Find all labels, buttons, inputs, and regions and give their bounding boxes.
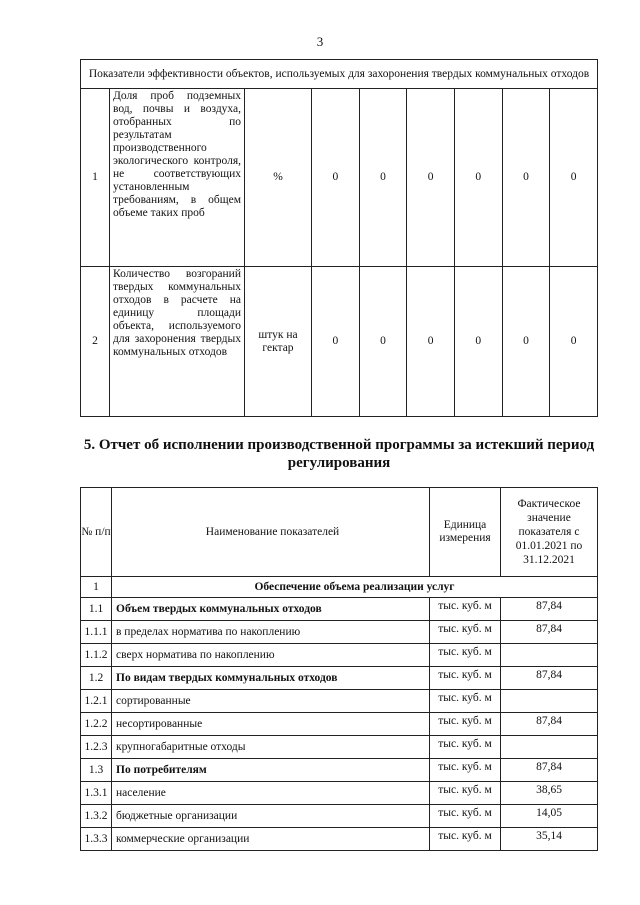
indicator-value: 0	[550, 89, 598, 267]
indicator-name: бюджетные организации	[112, 805, 430, 828]
table-row	[81, 621, 598, 644]
indicator-unit: тыс. куб. м	[430, 805, 501, 828]
indicator-name: сортированные	[112, 690, 430, 713]
indicator-unit: тыс. куб. м	[430, 690, 501, 713]
indicator-value	[501, 736, 598, 759]
indicator-unit: тыс. куб. м	[430, 644, 501, 667]
indicator-value: 0	[359, 267, 407, 417]
table-row	[81, 782, 598, 805]
section-heading: 5. Отчет об исполнении производственной программы за истекший период регулирования	[83, 437, 595, 471]
indicator-name: По потребителям	[112, 759, 430, 782]
row-number: 1.2.3	[81, 736, 112, 759]
indicator-name: коммерческие организации	[112, 828, 430, 851]
indicator-value: 38,65	[501, 782, 598, 805]
indicator-value: 0	[407, 267, 455, 417]
indicator-unit: тыс. куб. м	[430, 667, 501, 690]
indicator-value: 0	[407, 89, 455, 267]
indicator-value	[501, 644, 598, 667]
indicator-value: 87,84	[501, 667, 598, 690]
indicator-unit: тыс. куб. м	[430, 713, 501, 736]
page-number: 3	[316, 34, 324, 49]
row-number: 1.3.1	[81, 782, 112, 805]
indicator-name: население	[112, 782, 430, 805]
section-row	[81, 577, 598, 598]
table-row	[81, 736, 598, 759]
indicator-name: Объем твердых коммунальных отходов	[112, 598, 430, 621]
indicator-value: 0	[312, 267, 360, 417]
row-number: 1.2.1	[81, 690, 112, 713]
indicator-value: 87,84	[501, 713, 598, 736]
section-title: Обеспечение объема реализации услуг	[112, 577, 598, 598]
indicator-unit: штук на гектар	[245, 267, 312, 417]
table-row	[81, 713, 598, 736]
indicator-name: несортированные	[112, 713, 430, 736]
table-row	[81, 805, 598, 828]
indicator-name: Количество возгораний твердых коммунальных отходов в расчете на единицу площади объекта, используемого для захоронения твердых коммунальных отходов	[110, 267, 245, 417]
indicator-value: 0	[312, 89, 360, 267]
table-header-row	[81, 60, 598, 89]
indicator-value: 0	[454, 267, 502, 417]
row-number: 2	[81, 267, 110, 417]
indicator-value: 35,14	[501, 828, 598, 851]
indicator-name: Доля проб подземных вод, почвы и воздуха, отобранных по результатам производственного экологического контроля, не соответствующих установленным требованиям, в общем объеме таких проб	[110, 89, 245, 267]
indicator-unit: тыс. куб. м	[430, 759, 501, 782]
row-number: 1.1.2	[81, 644, 112, 667]
table-row	[81, 667, 598, 690]
indicator-value: 0	[359, 89, 407, 267]
indicator-unit: тыс. куб. м	[430, 782, 501, 805]
row-number: 1.2	[81, 667, 112, 690]
indicator-value: 87,84	[501, 759, 598, 782]
row-number: 1	[81, 577, 112, 598]
indicator-value	[501, 690, 598, 713]
indicator-unit: тыс. куб. м	[430, 621, 501, 644]
row-number: 1.2.2	[81, 713, 112, 736]
row-number: 1.1	[81, 598, 112, 621]
indicator-unit: тыс. куб. м	[430, 736, 501, 759]
row-number: 1.3	[81, 759, 112, 782]
table-row	[81, 267, 598, 417]
indicator-name: сверх норматива по накоплению	[112, 644, 430, 667]
indicator-value: 0	[502, 89, 550, 267]
table-row	[81, 690, 598, 713]
indicator-name: По видам твердых коммунальных отходов	[112, 667, 430, 690]
program-report-table	[80, 487, 598, 851]
table-header-row	[81, 488, 598, 577]
table-row	[81, 759, 598, 782]
indicator-unit: тыс. куб. м	[430, 598, 501, 621]
table-row	[81, 598, 598, 621]
header-num: № п/п	[81, 488, 112, 577]
row-number: 1.3.2	[81, 805, 112, 828]
indicator-value: 0	[454, 89, 502, 267]
indicator-value: 87,84	[501, 598, 598, 621]
indicator-unit: %	[245, 89, 312, 267]
header-value: Фактическое значение показателя с 01.01.2021 по 31.12.2021	[501, 488, 598, 577]
header-name: Наименование показателей	[112, 488, 430, 577]
table-header: Показатели эффективности объектов, используемых для захоронения твердых коммунальных отходов	[81, 60, 598, 89]
table-row	[81, 644, 598, 667]
indicator-value: 87,84	[501, 621, 598, 644]
row-number: 1.1.1	[81, 621, 112, 644]
efficiency-indicators-table	[80, 59, 598, 417]
indicator-unit: тыс. куб. м	[430, 828, 501, 851]
indicator-value: 0	[550, 267, 598, 417]
indicator-name: крупногабаритные отходы	[112, 736, 430, 759]
table-row	[81, 828, 598, 851]
row-number: 1.3.3	[81, 828, 112, 851]
row-number: 1	[81, 89, 110, 267]
table-row	[81, 89, 598, 267]
indicator-value: 14,05	[501, 805, 598, 828]
indicator-value: 0	[502, 267, 550, 417]
indicator-name: в пределах норматива по накоплению	[112, 621, 430, 644]
header-unit: Единица измерения	[430, 488, 501, 577]
